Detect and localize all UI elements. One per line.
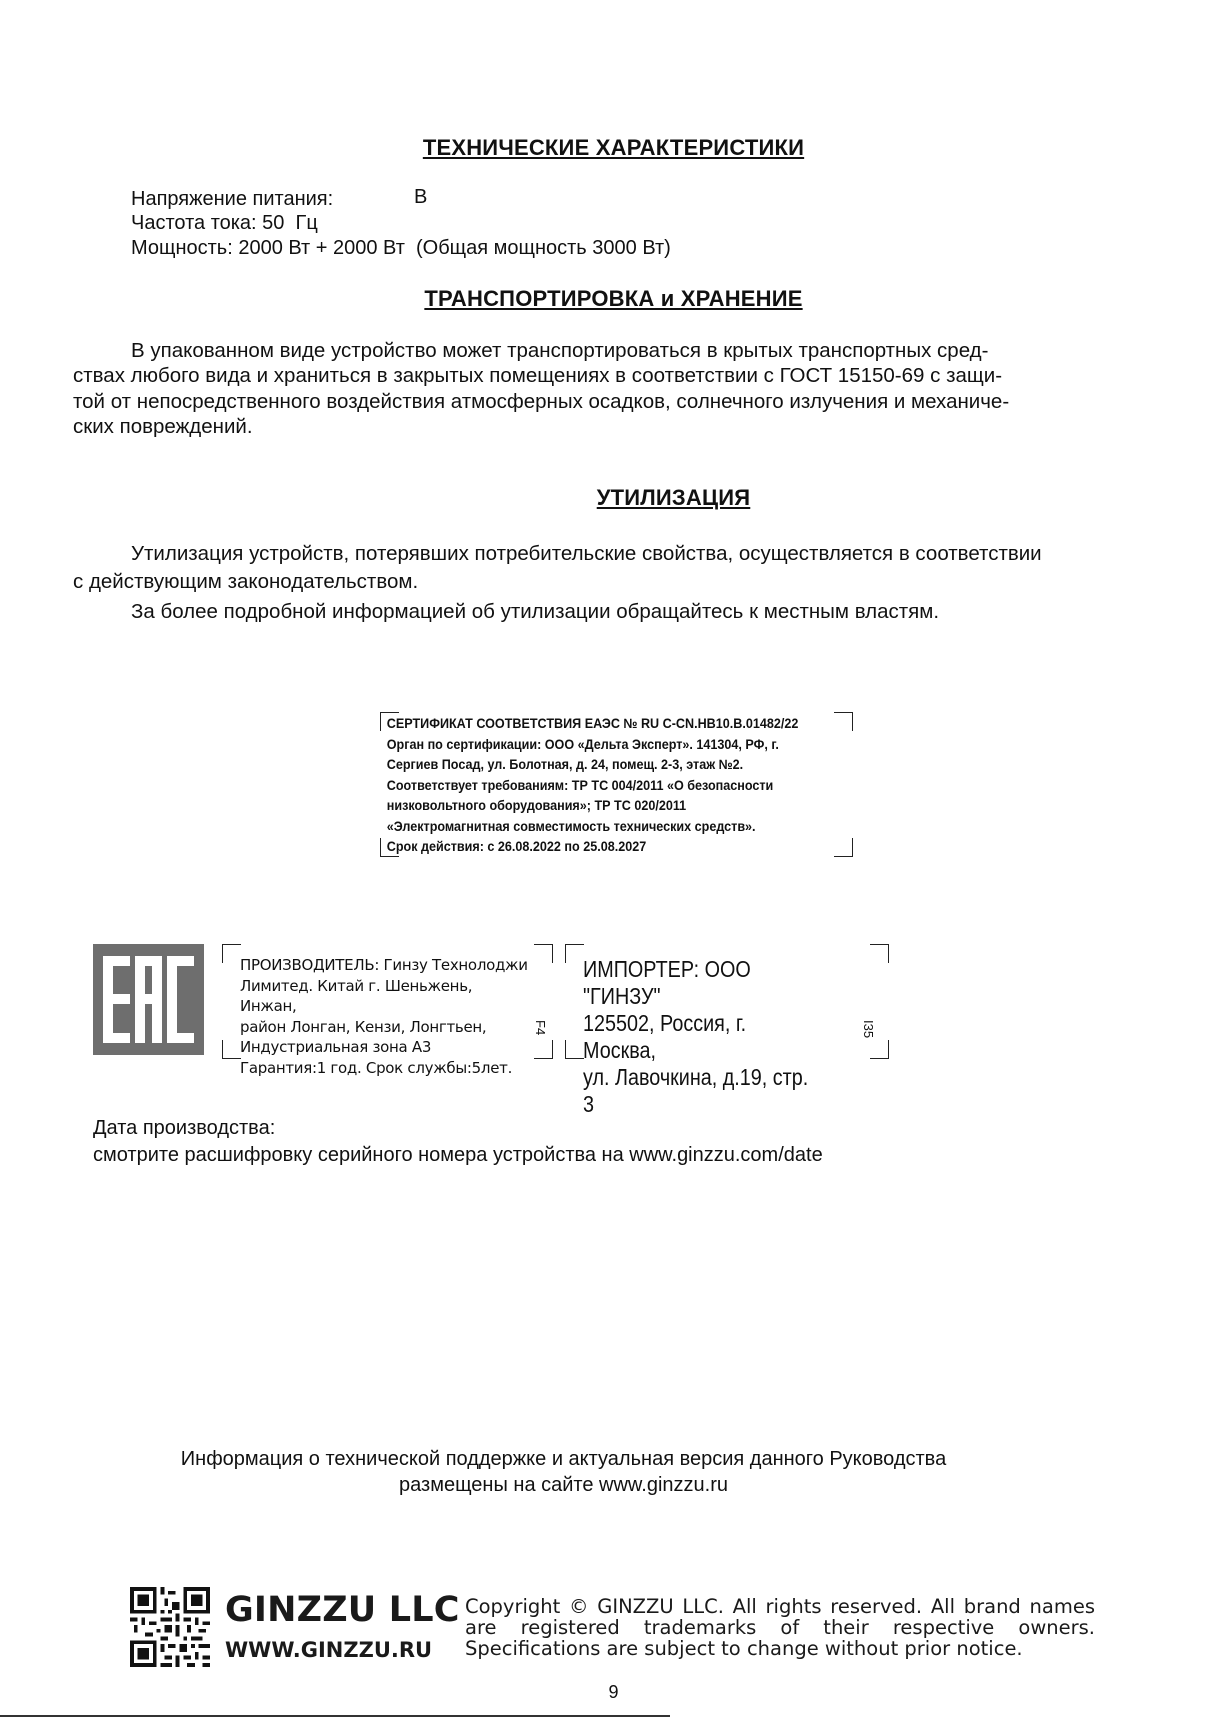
brand-name: GINZZU LLC	[225, 1590, 460, 1630]
transport-line: ствах любого вида и храниться в закрытых помещениях в соответствии с ГОСТ 15150-69 с защи-	[73, 364, 1003, 387]
copyright-line: are registered trademarks of their respective owners.	[465, 1616, 1095, 1639]
manufacturer-line: Индустриальная зона А3	[240, 1038, 432, 1056]
bottom-rule	[0, 1715, 670, 1717]
voltage-label: Напряжение питания:	[131, 188, 334, 210]
disposal-title: УТИЛИЗАЦИЯ	[596, 485, 751, 510]
manufacturer-line: ПРОИЗВОДИТЕЛЬ: Гинзу Технолоджи	[240, 956, 528, 974]
certificate-line: Срок действия: с 26.08.2022 по 25.08.2027	[386, 839, 647, 854]
corner-mark	[565, 1040, 584, 1059]
corner-mark	[870, 1040, 889, 1059]
power-line: Мощность: 2000 Вт + 2000 Вт (Общая мощность 3000 Вт)	[131, 237, 671, 259]
qr-code-icon	[130, 1587, 210, 1667]
production-date-block	[93, 1115, 823, 1169]
page-number: 9	[608, 1682, 619, 1702]
manufacturer-line: район Лонган, Кензи, Лонгтьен,	[240, 1017, 487, 1036]
transport-title: ТРАНСПОРТИРОВКА и ХРАНЕНИЕ	[424, 286, 803, 311]
corner-mark	[534, 944, 553, 963]
corner-mark	[222, 1040, 241, 1059]
corner-mark	[534, 1040, 553, 1059]
manufacturer-line: Гарантия:1 год. Срок службы:5лет.	[240, 1058, 513, 1077]
eac-logo	[93, 944, 204, 1055]
transport-line: В упакованном виде устройство может транспортироваться в крытых транспортных сред-	[131, 339, 989, 362]
voltage-value: В	[414, 186, 428, 208]
disposal-line: с действующим законодательством.	[73, 570, 419, 593]
certificate-line: «Электромагнитная совместимость технических средств».	[386, 818, 756, 834]
disposal-line: За более подробной информацией об утилизации обращайтесь к местным властям.	[131, 600, 940, 623]
support-info	[0, 1446, 1227, 1498]
importer-code: I35	[861, 1020, 876, 1039]
importer-line: ул. Лавочкина, д.19, стр. 3	[583, 1064, 809, 1117]
support-line: размещены на сайте www.ginzzu.ru	[399, 1474, 728, 1496]
transport-line: той от непосредственного воздействия атмосферных осадков, солнечного излучения и механиче-	[73, 390, 1010, 413]
importer-line: 125502, Россия, г. Москва,	[583, 1010, 747, 1063]
importer-line: ИМПОРТЕР: ООО "ГИНЗУ"	[583, 956, 751, 1009]
corner-mark	[222, 944, 241, 963]
manufacturer-line: Лимитед. Китай г. Шеньжень, Инжан,	[240, 976, 473, 1015]
production-date-text: смотрите расшифровку серийного номера устройства на www.ginzzu.com/date	[93, 1144, 823, 1166]
certificate-line: СЕРТИФИКАТ СООТВЕТСТВИЯ ЕАЭС № RU C-CN.НВ10.В.01482/22	[386, 716, 799, 731]
copyright-line: Specifications are subject to change without prior notice.	[465, 1637, 1023, 1660]
specs-title: ТЕХНИЧЕСКИЕ ХАРАКТЕРИСТИКИ	[422, 135, 805, 160]
corner-mark	[834, 712, 853, 731]
copyright-block	[465, 1596, 1095, 1659]
certificate-line: Соответствует требованиям: ТР ТС 004/2011 «О безопасности	[386, 777, 774, 793]
transport-line: ских повреждений.	[73, 415, 253, 438]
production-date-label: Дата производства:	[93, 1117, 276, 1139]
brand-site: WWW.GINZZU.RU	[225, 1638, 433, 1662]
certificate-line: Орган по сертификации: ООО «Дельта Эксперт». 141304, РФ, г.	[386, 736, 779, 752]
manufacturer-code: F4	[533, 1020, 548, 1036]
corner-mark	[565, 944, 584, 963]
copyright-line: Copyright © GINZZU LLC. All rights reserved. All brand names	[465, 1595, 1095, 1618]
frequency-line: Частота тока: 50 Гц	[131, 212, 318, 234]
certificate-line: Сергиев Посад, ул. Болотная, д. 24, помещ. 2-3, этаж №2.	[386, 757, 744, 772]
certificate-line: низковольтного оборудования»; ТР ТС 020/2011	[386, 798, 687, 813]
disposal-line: Утилизация устройств, потерявших потребительские свойства, осуществляется в соответствии	[131, 542, 1042, 565]
corner-mark	[870, 944, 889, 963]
support-line: Информация о технической поддержке и актуальная версия данного Руководства	[180, 1448, 947, 1470]
corner-mark	[834, 838, 853, 857]
